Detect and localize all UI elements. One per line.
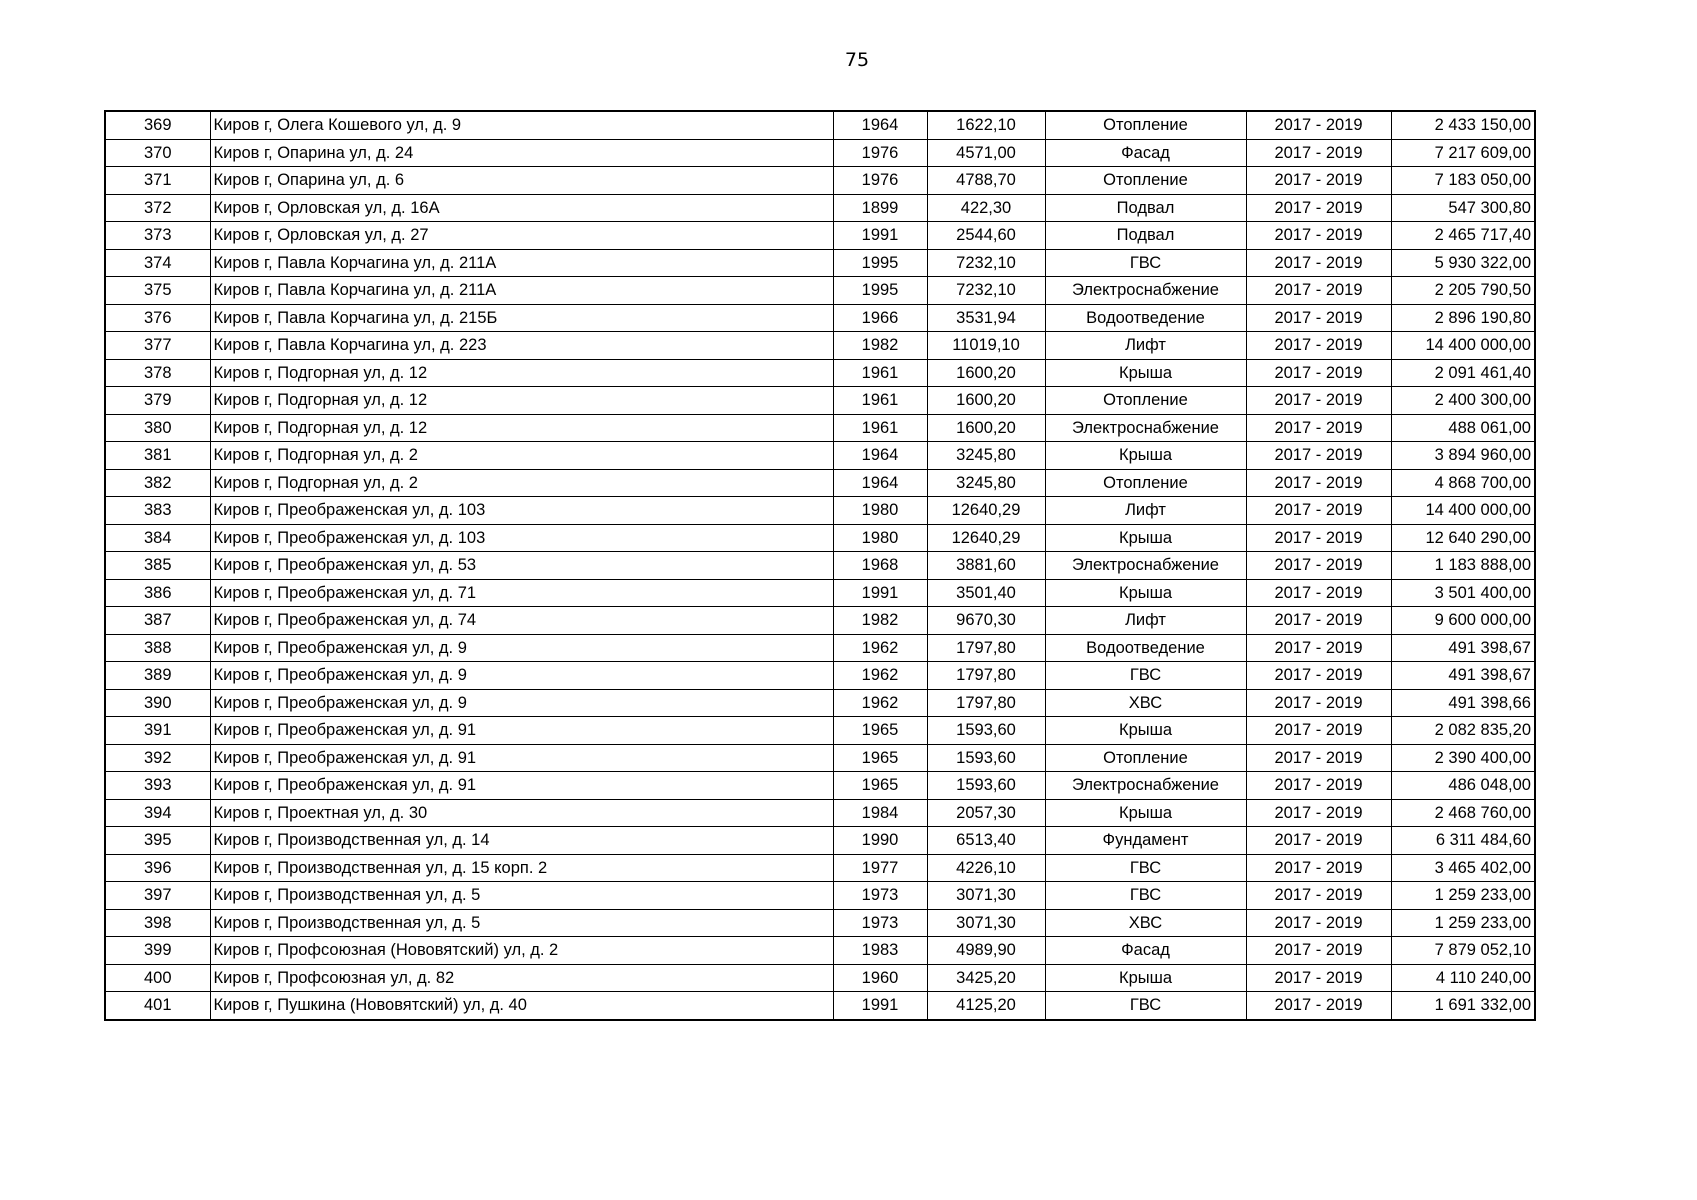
- cost-cell: 7 217 609,00: [1391, 139, 1535, 167]
- area-cell: 2544,60: [927, 222, 1045, 250]
- year-built-cell: 1983: [833, 937, 927, 965]
- address-cell: Киров г, Производственная ул, д. 5: [210, 909, 833, 937]
- row-number-cell: 375: [105, 277, 210, 305]
- row-number-cell: 392: [105, 744, 210, 772]
- table-row: [105, 579, 1535, 607]
- table-row: [105, 992, 1535, 1020]
- period-cell: 2017 - 2019: [1246, 579, 1391, 607]
- cost-cell: 5 930 322,00: [1391, 249, 1535, 277]
- period-cell: 2017 - 2019: [1246, 139, 1391, 167]
- cost-cell: 491 398,67: [1391, 634, 1535, 662]
- cost-cell: 2 390 400,00: [1391, 744, 1535, 772]
- year-built-cell: 1991: [833, 579, 927, 607]
- address-cell: Киров г, Преображенская ул, д. 103: [210, 524, 833, 552]
- cost-cell: 12 640 290,00: [1391, 524, 1535, 552]
- table-row: [105, 634, 1535, 662]
- area-cell: 422,30: [927, 194, 1045, 222]
- table-row: [105, 552, 1535, 580]
- period-cell: 2017 - 2019: [1246, 222, 1391, 250]
- period-cell: 2017 - 2019: [1246, 111, 1391, 139]
- year-built-cell: 1966: [833, 304, 927, 332]
- year-built-cell: 1962: [833, 689, 927, 717]
- cost-cell: 9 600 000,00: [1391, 607, 1535, 635]
- cost-cell: 6 311 484,60: [1391, 827, 1535, 855]
- year-built-cell: 1991: [833, 222, 927, 250]
- year-built-cell: 1980: [833, 497, 927, 525]
- work-type-cell: Лифт: [1045, 332, 1246, 360]
- work-type-cell: Отопление: [1045, 469, 1246, 497]
- year-built-cell: 1962: [833, 634, 927, 662]
- year-built-cell: 1990: [833, 827, 927, 855]
- address-cell: Киров г, Павла Корчагина ул, д. 215Б: [210, 304, 833, 332]
- cost-cell: 1 259 233,00: [1391, 909, 1535, 937]
- cost-cell: 2 091 461,40: [1391, 359, 1535, 387]
- area-cell: 2057,30: [927, 799, 1045, 827]
- cost-cell: 2 468 760,00: [1391, 799, 1535, 827]
- year-built-cell: 1968: [833, 552, 927, 580]
- period-cell: 2017 - 2019: [1246, 772, 1391, 800]
- address-cell: Киров г, Преображенская ул, д. 9: [210, 662, 833, 690]
- work-type-cell: Крыша: [1045, 359, 1246, 387]
- period-cell: 2017 - 2019: [1246, 634, 1391, 662]
- work-type-cell: Крыша: [1045, 964, 1246, 992]
- cost-cell: 2 205 790,50: [1391, 277, 1535, 305]
- area-cell: 1797,80: [927, 662, 1045, 690]
- cost-cell: 3 501 400,00: [1391, 579, 1535, 607]
- row-number-cell: 396: [105, 854, 210, 882]
- table-row: [105, 799, 1535, 827]
- work-type-cell: Отопление: [1045, 744, 1246, 772]
- address-cell: Киров г, Подгорная ул, д. 12: [210, 359, 833, 387]
- address-cell: Киров г, Преображенская ул, д. 71: [210, 579, 833, 607]
- row-number-cell: 390: [105, 689, 210, 717]
- period-cell: 2017 - 2019: [1246, 909, 1391, 937]
- work-type-cell: Крыша: [1045, 579, 1246, 607]
- period-cell: 2017 - 2019: [1246, 744, 1391, 772]
- row-number-cell: 379: [105, 387, 210, 415]
- year-built-cell: 1976: [833, 139, 927, 167]
- row-number-cell: 373: [105, 222, 210, 250]
- table-row: [105, 882, 1535, 910]
- work-type-cell: Фасад: [1045, 937, 1246, 965]
- table-row: [105, 469, 1535, 497]
- cost-cell: 547 300,80: [1391, 194, 1535, 222]
- cost-cell: 2 465 717,40: [1391, 222, 1535, 250]
- year-built-cell: 1995: [833, 277, 927, 305]
- period-cell: 2017 - 2019: [1246, 689, 1391, 717]
- table-row: [105, 442, 1535, 470]
- address-cell: Киров г, Подгорная ул, д. 2: [210, 469, 833, 497]
- work-type-cell: Электроснабжение: [1045, 552, 1246, 580]
- area-cell: 3425,20: [927, 964, 1045, 992]
- cost-cell: 1 691 332,00: [1391, 992, 1535, 1020]
- address-cell: Киров г, Павла Корчагина ул, д. 211А: [210, 277, 833, 305]
- year-built-cell: 1995: [833, 249, 927, 277]
- work-type-cell: Отопление: [1045, 167, 1246, 195]
- cost-cell: 1 259 233,00: [1391, 882, 1535, 910]
- row-number-cell: 380: [105, 414, 210, 442]
- cost-cell: 491 398,67: [1391, 662, 1535, 690]
- cost-cell: 3 894 960,00: [1391, 442, 1535, 470]
- work-type-cell: Отопление: [1045, 111, 1246, 139]
- cost-cell: 7 879 052,10: [1391, 937, 1535, 965]
- period-cell: 2017 - 2019: [1246, 469, 1391, 497]
- area-cell: 4226,10: [927, 854, 1045, 882]
- period-cell: 2017 - 2019: [1246, 937, 1391, 965]
- table-row: [105, 332, 1535, 360]
- year-built-cell: 1965: [833, 744, 927, 772]
- year-built-cell: 1961: [833, 359, 927, 387]
- work-type-cell: Водоотведение: [1045, 304, 1246, 332]
- cost-cell: 7 183 050,00: [1391, 167, 1535, 195]
- work-type-cell: Электроснабжение: [1045, 414, 1246, 442]
- work-type-cell: Подвал: [1045, 222, 1246, 250]
- cost-cell: 4 110 240,00: [1391, 964, 1535, 992]
- row-number-cell: 378: [105, 359, 210, 387]
- cost-cell: 2 433 150,00: [1391, 111, 1535, 139]
- cost-cell: 2 082 835,20: [1391, 717, 1535, 745]
- row-number-cell: 377: [105, 332, 210, 360]
- area-cell: 4571,00: [927, 139, 1045, 167]
- address-cell: Киров г, Орловская ул, д. 16А: [210, 194, 833, 222]
- area-cell: 4788,70: [927, 167, 1045, 195]
- table-row: [105, 827, 1535, 855]
- work-type-cell: Подвал: [1045, 194, 1246, 222]
- year-built-cell: 1899: [833, 194, 927, 222]
- cost-cell: 486 048,00: [1391, 772, 1535, 800]
- row-number-cell: 394: [105, 799, 210, 827]
- row-number-cell: 384: [105, 524, 210, 552]
- year-built-cell: 1976: [833, 167, 927, 195]
- address-cell: Киров г, Преображенская ул, д. 91: [210, 772, 833, 800]
- cost-cell: 3 465 402,00: [1391, 854, 1535, 882]
- period-cell: 2017 - 2019: [1246, 277, 1391, 305]
- table-row: [105, 524, 1535, 552]
- year-built-cell: 1962: [833, 662, 927, 690]
- period-cell: 2017 - 2019: [1246, 882, 1391, 910]
- table-row: [105, 689, 1535, 717]
- period-cell: 2017 - 2019: [1246, 992, 1391, 1020]
- page-number: 75: [844, 49, 870, 71]
- table-row: [105, 194, 1535, 222]
- row-number-cell: 372: [105, 194, 210, 222]
- area-cell: 1593,60: [927, 772, 1045, 800]
- row-number-cell: 398: [105, 909, 210, 937]
- area-cell: 12640,29: [927, 497, 1045, 525]
- work-type-cell: Электроснабжение: [1045, 277, 1246, 305]
- row-number-cell: 388: [105, 634, 210, 662]
- cost-cell: 14 400 000,00: [1391, 332, 1535, 360]
- cost-cell: 14 400 000,00: [1391, 497, 1535, 525]
- area-cell: 1797,80: [927, 634, 1045, 662]
- table-row: [105, 359, 1535, 387]
- work-type-cell: Водоотведение: [1045, 634, 1246, 662]
- year-built-cell: 1991: [833, 992, 927, 1020]
- area-cell: 3531,94: [927, 304, 1045, 332]
- address-cell: Киров г, Опарина ул, д. 6: [210, 167, 833, 195]
- table-row: [105, 111, 1535, 139]
- period-cell: 2017 - 2019: [1246, 332, 1391, 360]
- table-row: [105, 772, 1535, 800]
- table-row: [105, 662, 1535, 690]
- year-built-cell: 1982: [833, 332, 927, 360]
- table-row: [105, 414, 1535, 442]
- cost-cell: 491 398,66: [1391, 689, 1535, 717]
- area-cell: 3881,60: [927, 552, 1045, 580]
- year-built-cell: 1977: [833, 854, 927, 882]
- row-number-cell: 391: [105, 717, 210, 745]
- work-type-cell: Крыша: [1045, 442, 1246, 470]
- table-row: [105, 387, 1535, 415]
- table-row: [105, 964, 1535, 992]
- address-cell: Киров г, Подгорная ул, д. 2: [210, 442, 833, 470]
- period-cell: 2017 - 2019: [1246, 964, 1391, 992]
- table-row: [105, 139, 1535, 167]
- row-number-cell: 387: [105, 607, 210, 635]
- address-cell: Киров г, Профсоюзная ул, д. 82: [210, 964, 833, 992]
- address-cell: Киров г, Профсоюзная (Нововятский) ул, д. 2: [210, 937, 833, 965]
- table-row: [105, 937, 1535, 965]
- area-cell: 3245,80: [927, 442, 1045, 470]
- period-cell: 2017 - 2019: [1246, 607, 1391, 635]
- table-row: [105, 167, 1535, 195]
- area-cell: 6513,40: [927, 827, 1045, 855]
- address-cell: Киров г, Преображенская ул, д. 103: [210, 497, 833, 525]
- area-cell: 12640,29: [927, 524, 1045, 552]
- area-cell: 1593,60: [927, 717, 1045, 745]
- area-cell: 3071,30: [927, 882, 1045, 910]
- address-cell: Киров г, Преображенская ул, д. 53: [210, 552, 833, 580]
- year-built-cell: 1964: [833, 442, 927, 470]
- cost-cell: 488 061,00: [1391, 414, 1535, 442]
- year-built-cell: 1984: [833, 799, 927, 827]
- area-cell: 1593,60: [927, 744, 1045, 772]
- address-cell: Киров г, Преображенская ул, д. 91: [210, 717, 833, 745]
- period-cell: 2017 - 2019: [1246, 442, 1391, 470]
- work-type-cell: Крыша: [1045, 799, 1246, 827]
- work-type-cell: Лифт: [1045, 497, 1246, 525]
- period-cell: 2017 - 2019: [1246, 799, 1391, 827]
- row-number-cell: 395: [105, 827, 210, 855]
- address-cell: Киров г, Преображенская ул, д. 91: [210, 744, 833, 772]
- work-type-cell: ГВС: [1045, 882, 1246, 910]
- row-number-cell: 389: [105, 662, 210, 690]
- work-type-cell: ХВС: [1045, 689, 1246, 717]
- work-type-cell: Отопление: [1045, 387, 1246, 415]
- period-cell: 2017 - 2019: [1246, 304, 1391, 332]
- address-cell: Киров г, Подгорная ул, д. 12: [210, 414, 833, 442]
- area-cell: 1622,10: [927, 111, 1045, 139]
- period-cell: 2017 - 2019: [1246, 414, 1391, 442]
- table-body: [105, 111, 1535, 1020]
- work-type-cell: Крыша: [1045, 717, 1246, 745]
- row-number-cell: 401: [105, 992, 210, 1020]
- year-built-cell: 1961: [833, 387, 927, 415]
- area-cell: 4989,90: [927, 937, 1045, 965]
- row-number-cell: 399: [105, 937, 210, 965]
- cost-cell: 4 868 700,00: [1391, 469, 1535, 497]
- row-number-cell: 383: [105, 497, 210, 525]
- work-type-cell: ГВС: [1045, 662, 1246, 690]
- table-row: [105, 909, 1535, 937]
- year-built-cell: 1982: [833, 607, 927, 635]
- address-cell: Киров г, Пушкина (Нововятский) ул, д. 40: [210, 992, 833, 1020]
- address-cell: Киров г, Проектная ул, д. 30: [210, 799, 833, 827]
- address-cell: Киров г, Подгорная ул, д. 12: [210, 387, 833, 415]
- row-number-cell: 374: [105, 249, 210, 277]
- row-number-cell: 385: [105, 552, 210, 580]
- year-built-cell: 1961: [833, 414, 927, 442]
- row-number-cell: 397: [105, 882, 210, 910]
- table-row: [105, 277, 1535, 305]
- row-number-cell: 376: [105, 304, 210, 332]
- year-built-cell: 1965: [833, 717, 927, 745]
- table-row: [105, 222, 1535, 250]
- table-row: [105, 497, 1535, 525]
- area-cell: 3501,40: [927, 579, 1045, 607]
- period-cell: 2017 - 2019: [1246, 387, 1391, 415]
- work-type-cell: Крыша: [1045, 524, 1246, 552]
- address-cell: Киров г, Павла Корчагина ул, д. 223: [210, 332, 833, 360]
- work-type-cell: Фасад: [1045, 139, 1246, 167]
- address-cell: Киров г, Преображенская ул, д. 9: [210, 634, 833, 662]
- cost-cell: 1 183 888,00: [1391, 552, 1535, 580]
- cost-cell: 2 896 190,80: [1391, 304, 1535, 332]
- row-number-cell: 382: [105, 469, 210, 497]
- year-built-cell: 1964: [833, 111, 927, 139]
- address-cell: Киров г, Павла Корчагина ул, д. 211А: [210, 249, 833, 277]
- area-cell: 1600,20: [927, 414, 1045, 442]
- year-built-cell: 1973: [833, 882, 927, 910]
- work-type-cell: ГВС: [1045, 249, 1246, 277]
- row-number-cell: 400: [105, 964, 210, 992]
- period-cell: 2017 - 2019: [1246, 167, 1391, 195]
- table-row: [105, 854, 1535, 882]
- address-cell: Киров г, Опарина ул, д. 24: [210, 139, 833, 167]
- row-number-cell: 386: [105, 579, 210, 607]
- area-cell: 1797,80: [927, 689, 1045, 717]
- row-number-cell: 371: [105, 167, 210, 195]
- cost-cell: 2 400 300,00: [1391, 387, 1535, 415]
- work-type-cell: ХВС: [1045, 909, 1246, 937]
- row-number-cell: 393: [105, 772, 210, 800]
- table-row: [105, 607, 1535, 635]
- area-cell: 3071,30: [927, 909, 1045, 937]
- year-built-cell: 1980: [833, 524, 927, 552]
- period-cell: 2017 - 2019: [1246, 194, 1391, 222]
- area-cell: 1600,20: [927, 359, 1045, 387]
- area-cell: 1600,20: [927, 387, 1045, 415]
- work-type-cell: Фундамент: [1045, 827, 1246, 855]
- work-type-cell: Электроснабжение: [1045, 772, 1246, 800]
- area-cell: 7232,10: [927, 249, 1045, 277]
- row-number-cell: 381: [105, 442, 210, 470]
- repair-registry-table: [104, 110, 1536, 1021]
- row-number-cell: 369: [105, 111, 210, 139]
- period-cell: 2017 - 2019: [1246, 717, 1391, 745]
- period-cell: 2017 - 2019: [1246, 827, 1391, 855]
- address-cell: Киров г, Преображенская ул, д. 9: [210, 689, 833, 717]
- year-built-cell: 1973: [833, 909, 927, 937]
- area-cell: 7232,10: [927, 277, 1045, 305]
- year-built-cell: 1965: [833, 772, 927, 800]
- table-row: [105, 744, 1535, 772]
- address-cell: Киров г, Преображенская ул, д. 74: [210, 607, 833, 635]
- area-cell: 4125,20: [927, 992, 1045, 1020]
- work-type-cell: Лифт: [1045, 607, 1246, 635]
- work-type-cell: ГВС: [1045, 854, 1246, 882]
- table-row: [105, 717, 1535, 745]
- table-row: [105, 304, 1535, 332]
- address-cell: Киров г, Производственная ул, д. 5: [210, 882, 833, 910]
- period-cell: 2017 - 2019: [1246, 249, 1391, 277]
- address-cell: Киров г, Производственная ул, д. 14: [210, 827, 833, 855]
- work-type-cell: ГВС: [1045, 992, 1246, 1020]
- address-cell: Киров г, Орловская ул, д. 27: [210, 222, 833, 250]
- period-cell: 2017 - 2019: [1246, 524, 1391, 552]
- area-cell: 3245,80: [927, 469, 1045, 497]
- address-cell: Киров г, Олега Кошевого ул, д. 9: [210, 111, 833, 139]
- period-cell: 2017 - 2019: [1246, 552, 1391, 580]
- area-cell: 9670,30: [927, 607, 1045, 635]
- period-cell: 2017 - 2019: [1246, 662, 1391, 690]
- period-cell: 2017 - 2019: [1246, 497, 1391, 525]
- period-cell: 2017 - 2019: [1246, 854, 1391, 882]
- year-built-cell: 1960: [833, 964, 927, 992]
- row-number-cell: 370: [105, 139, 210, 167]
- year-built-cell: 1964: [833, 469, 927, 497]
- address-cell: Киров г, Производственная ул, д. 15 корп. 2: [210, 854, 833, 882]
- table-row: [105, 249, 1535, 277]
- period-cell: 2017 - 2019: [1246, 359, 1391, 387]
- area-cell: 11019,10: [927, 332, 1045, 360]
